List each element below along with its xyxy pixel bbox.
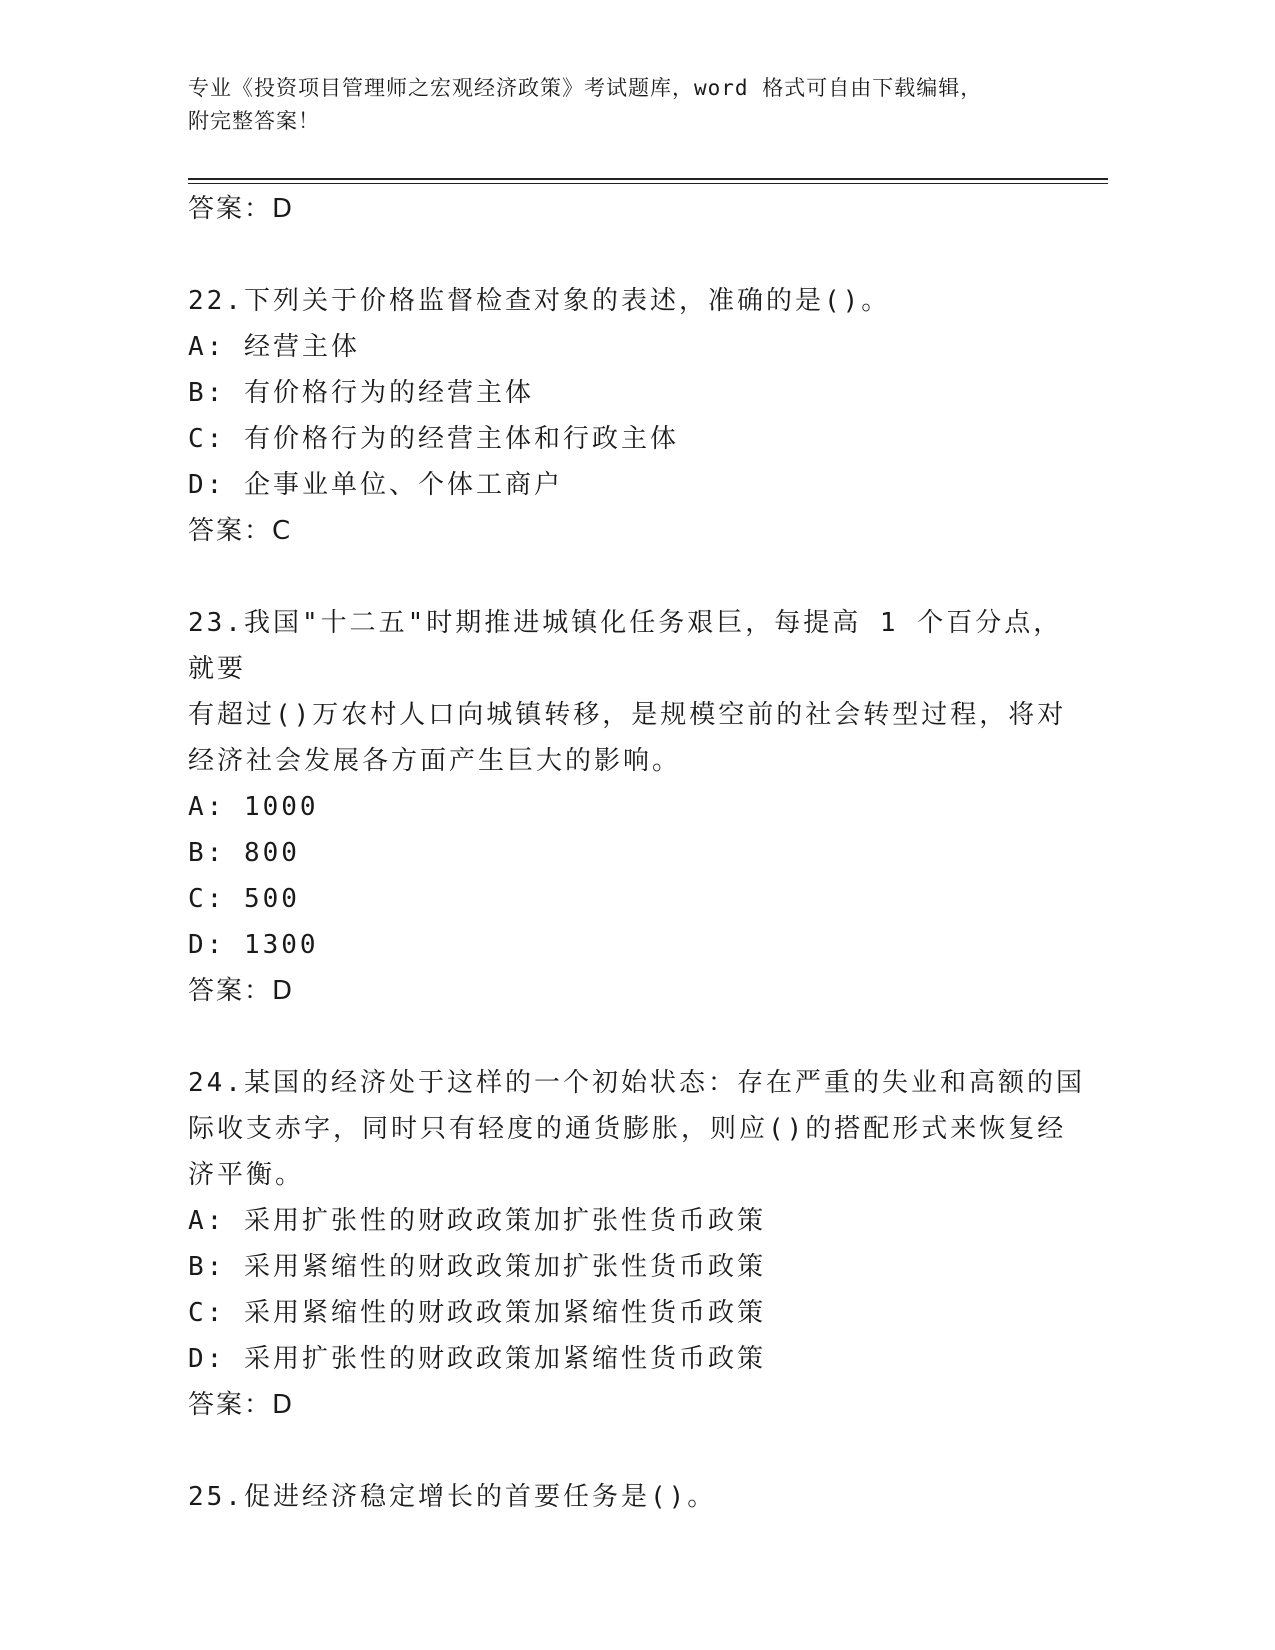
- question-25: [188, 1474, 1088, 1520]
- question-24: [188, 1060, 1088, 1428]
- option-d: D: 1300: [188, 930, 319, 960]
- header-line-1: 专业《投资项目管理师之宏观经济政策》考试题库，word 格式可自由下载编辑，: [188, 76, 983, 100]
- question-stem-line: 际收支赤字，同时只有轻度的通货膨胀，则应()的搭配形式来恢复经: [188, 1114, 1067, 1144]
- header-divider-thin: [188, 183, 1108, 184]
- question-stem-line: 23.我国"十二五"时期推进城镇化任务艰巨，每提高 1 个百分点，就要: [188, 608, 1063, 684]
- question-stem-line: 有超过()万农村人口向城镇转移，是规模空前的社会转型过程，将对: [188, 700, 1067, 730]
- question-stem-line: 济平衡。: [188, 1160, 305, 1190]
- option-b: B: 有价格行为的经营主体: [188, 378, 534, 408]
- document-header: [188, 72, 1068, 138]
- option-d: D: 企事业单位、个体工商户: [188, 470, 563, 500]
- option-a: A: 1000: [188, 792, 319, 822]
- question-23: [188, 600, 1088, 1014]
- question-stem-line: 24.某国的经济处于这样的一个初始状态：存在严重的失业和高额的国: [188, 1068, 1085, 1098]
- option-a: A: 经营主体: [188, 332, 360, 362]
- document-body: [188, 186, 1088, 1520]
- option-c: C: 500: [188, 884, 300, 914]
- header-line-2: 附完整答案！: [188, 109, 320, 133]
- answer: 答案：D: [188, 976, 295, 1006]
- answer-21: 答案：D: [188, 194, 295, 224]
- option-d: D: 采用扩张性的财政政策加紧缩性货币政策: [188, 1344, 766, 1374]
- option-c: C: 有价格行为的经营主体和行政主体: [188, 424, 679, 454]
- option-a: A: 采用扩张性的财政政策加扩张性货币政策: [188, 1206, 766, 1236]
- answer: 答案：D: [188, 1390, 295, 1420]
- answer: 答案：C: [188, 516, 293, 546]
- option-c: C: 采用紧缩性的财政政策加紧缩性货币政策: [188, 1298, 766, 1328]
- option-b: B: 采用紧缩性的财政政策加扩张性货币政策: [188, 1252, 766, 1282]
- header-divider-thick: [188, 178, 1108, 180]
- question-stem: 25.促进经济稳定增长的首要任务是()。: [188, 1482, 717, 1512]
- option-b: B: 800: [188, 838, 300, 868]
- question-stem-line: 经济社会发展各方面产生巨大的影响。: [188, 746, 682, 776]
- question-22: [188, 278, 1088, 554]
- question-stem: 22.下列关于价格监督检查对象的表述，准确的是()。: [188, 286, 891, 316]
